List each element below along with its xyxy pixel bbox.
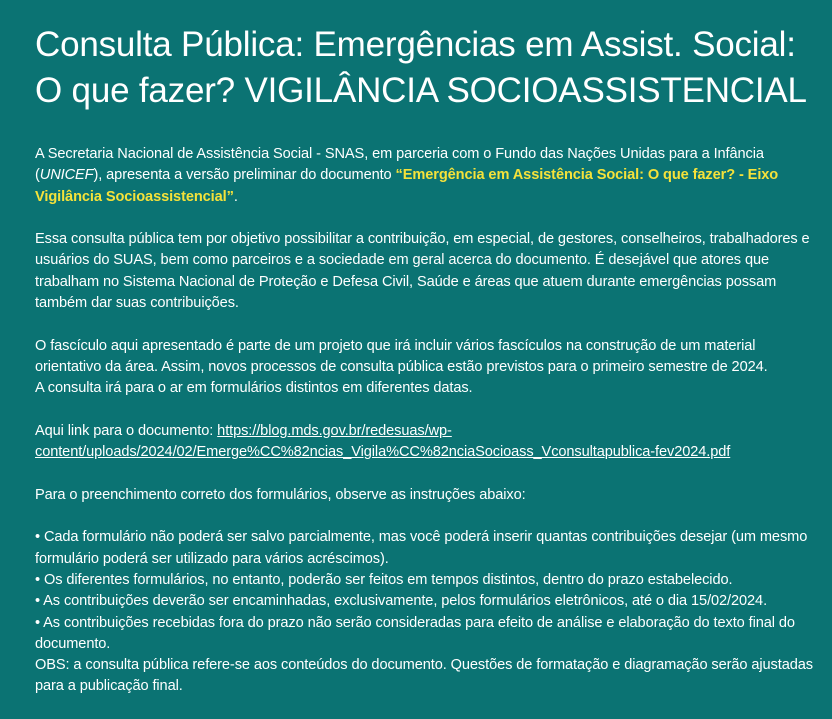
document-link[interactable]: https://blog.mds.gov.br/redesuas/wp-content/uploads/2024/02/Emerge%CC%82ncias_Vigila%CC%82nciaSocioass_Vconsultapublica-fev2024.pdf — [35, 422, 731, 461]
intro-text-3: . — [233, 188, 238, 205]
page-title-line-1: Consulta Pública: Emergências em Assist. Social: — [35, 25, 796, 64]
page-content — [35, 144, 814, 698]
fasciculo-paragraph: O fascículo aqui apresentado é parte de um projeto que irá incluir vários fascículos na construção de um material orientativo da área. Assim, novos processos de consulta pública estão previstos para o primeiro semestre de 2024. — [35, 337, 768, 375]
document-title-highlight: “Emergência em Assistência Social: O que fazer? - Eixo Vigilância Socioassistencial” — [35, 167, 779, 205]
objective-paragraph: Essa consulta pública tem por objetivo possibilitar a contribuição, em especial, de gestores, conselheiros, trabalhadores e usuários do SUAS, bem como parceiros e a sociedade em geral acerca do documento. É desejável que atores que trabalham no Sistema Nacional de Proteção e Defesa Civil, Saúde e áreas que atuem durante emergências possam também dar suas contribuições. — [35, 231, 810, 312]
page-title-line-2: O que fazer? VIGILÂNCIA SOCIOASSISTENCIAL — [35, 71, 807, 110]
forms-note-paragraph: A consulta irá para o ar em formulários distintos em diferentes datas. — [35, 380, 473, 397]
unicef-text: UNICEF — [39, 167, 94, 184]
page-title — [35, 22, 814, 114]
link-paragraph — [35, 421, 814, 464]
instruction-bullet-3: • As contribuições deverão ser encaminhadas, exclusivamente, pelos formulários eletrônicos, até o dia 15/02/2024. — [35, 593, 768, 610]
instruction-bullet-4: • As contribuições recebidas fora do prazo não serão consideradas para efeito de análise e elaboração do texto final do documento. — [35, 614, 795, 652]
intro-text-1: A Secretaria Nacional de Assistência Social - SNAS, em parceria com o Fundo das Nações Unidas para a Infância ( — [35, 146, 764, 184]
instructions-intro: Para o preenchimento correto dos formulários, observe as instruções abaixo: — [35, 486, 526, 503]
intro-text-2: ), apresenta a versão preliminar do documento — [93, 167, 396, 184]
obs-paragraph: OBS: a consulta pública refere-se aos conteúdos do documento. Questões de formatação e diagramação serão ajustadas para a publicação final. — [35, 657, 813, 695]
instruction-bullet-2: • Os diferentes formulários, no entanto, poderão ser feitos em tempos distintos, dentro do prazo estabelecido. — [35, 571, 733, 588]
instruction-bullet-1: • Cada formulário não poderá ser salvo parcialmente, mas você poderá inserir quantas contribuições desejar (um mesmo formulário poderá ser utilizado para vários acréscimos). — [35, 529, 808, 567]
link-label: Aqui link para o documento: — [35, 422, 218, 439]
intro-paragraph — [35, 144, 814, 208]
